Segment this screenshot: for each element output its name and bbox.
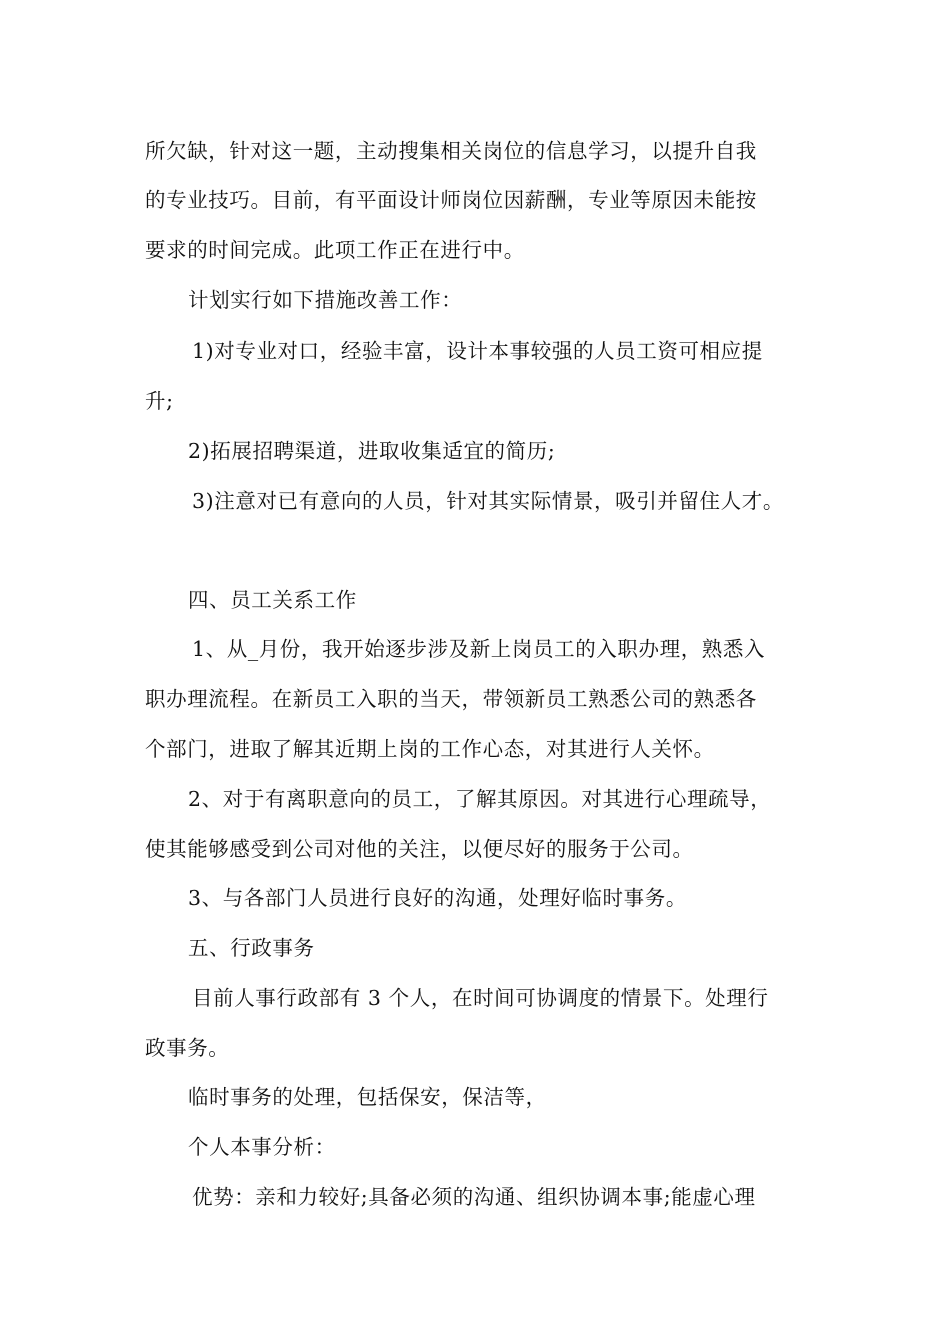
list-item-line: 3)注意对已有意向的人员，针对其实际情景，吸引并留住人才。 — [192, 489, 784, 513]
paragraph-line: 使其能够感受到公司对他的关注，以便尽好的服务于公司。 — [145, 837, 694, 861]
paragraph-line: 所欠缺，针对这一题，主动搜集相关岗位的信息学习，以提升自我 — [145, 139, 757, 163]
paragraph-line: 要求的时间完成。此项工作正在进行中。 — [145, 238, 525, 262]
section-heading: 五、行政事务 — [188, 936, 315, 960]
list-item-line: 2)拓展招聘渠道，进取收集适宜的简历; — [188, 439, 556, 463]
list-item-line: 升; — [145, 389, 174, 413]
paragraph-line: 计划实行如下措施改善工作： — [188, 288, 463, 312]
paragraph-line: 2、对于有离职意向的员工，了解其原因。对其进行心理疏导， — [188, 787, 772, 811]
paragraph-line: 临时事务的处理，包括保安，保洁等， — [188, 1085, 547, 1109]
paragraph-line: 优势：亲和力较好;具备必须的沟通、组织协调本事;能虚心理 — [192, 1185, 756, 1209]
paragraph-line: 3、与各部门人员进行良好的沟通，处理好临时事务。 — [188, 886, 687, 910]
list-item-line: 1)对专业对口，经验丰富，设计本事较强的人员工资可相应提 — [192, 339, 763, 363]
paragraph-line: 个部门，进取了解其近期上岗的工作心态，对其进行人关怀。 — [145, 737, 715, 761]
paragraph-line: 的专业技巧。目前，有平面设计师岗位因薪酬，专业等原因未能按 — [145, 188, 757, 212]
paragraph-line: 1、从_月份，我开始逐步涉及新上岗员工的入职办理，熟悉入 — [192, 637, 766, 661]
paragraph-line: 目前人事行政部有 3 个人，在时间可协调度的情景下。处理行 — [192, 986, 769, 1010]
section-heading: 四、员工关系工作 — [188, 588, 357, 612]
paragraph-line: 职办理流程。在新员工入职的当天，带领新员工熟悉公司的熟悉各 — [145, 687, 757, 711]
paragraph-line: 个人本事分析： — [188, 1135, 336, 1159]
paragraph-line: 政事务。 — [145, 1036, 230, 1060]
